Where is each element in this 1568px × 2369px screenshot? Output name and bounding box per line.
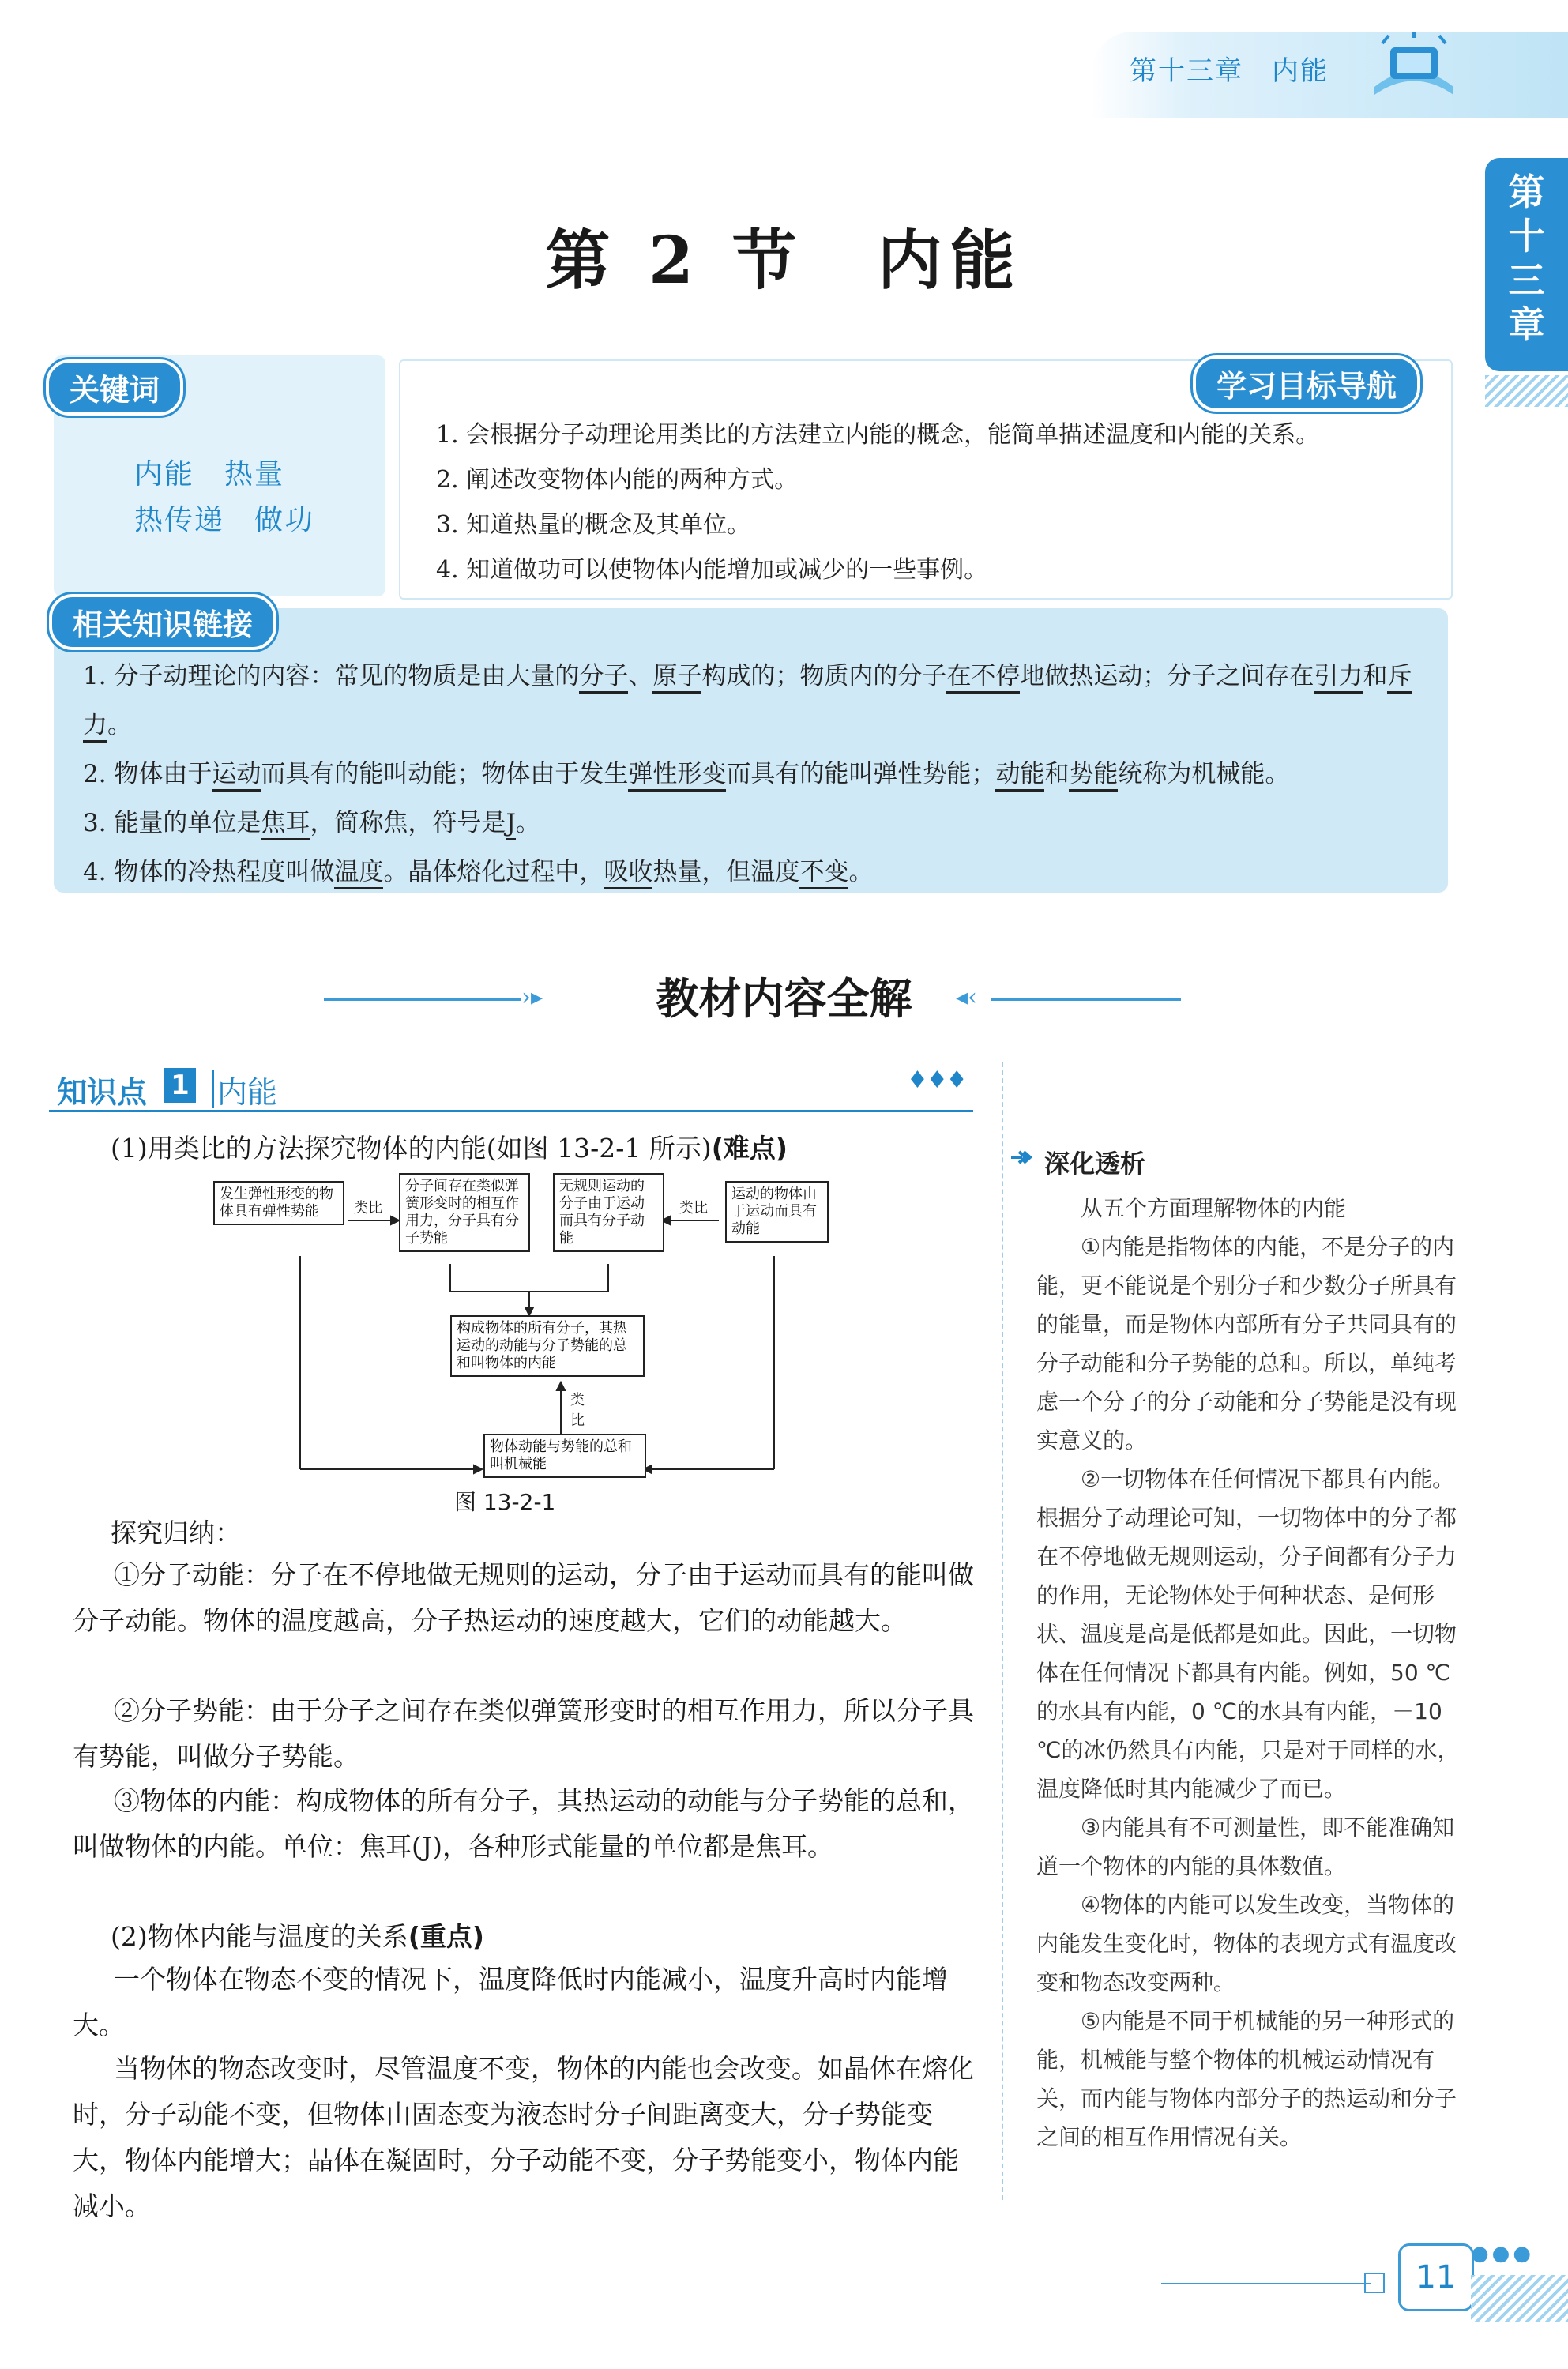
knowledge-point-label: 知识点 bbox=[57, 1075, 148, 1110]
diagram-box: 分子间存在类似弹簧形变时的相互作用力，分子具有分子势能 bbox=[399, 1173, 530, 1252]
goal-item: 4. 知道做功可以使物体内能增加或减少的一些事例。 bbox=[436, 556, 988, 584]
keyword-line: 热传递 做功 bbox=[134, 504, 315, 536]
text: 热量，但温度 bbox=[652, 858, 800, 886]
fill-answer: 吸收 bbox=[604, 858, 652, 889]
running-header-chapter: 第十三章 内能 bbox=[1130, 55, 1329, 87]
footer-rule bbox=[1161, 2283, 1371, 2284]
text: 2. 物体由于 bbox=[83, 760, 212, 788]
text: 。 bbox=[107, 711, 132, 739]
fill-answer: 分子 bbox=[579, 662, 628, 694]
text: 地做热运动；分子之间存在 bbox=[1020, 662, 1314, 690]
analogy-label: 类比 bbox=[570, 1392, 585, 1429]
text: 4. 物体的冷热程度叫做 bbox=[83, 858, 335, 886]
fill-answer: 温度 bbox=[334, 858, 383, 889]
sidebar-heading: 深化透析 bbox=[1044, 1149, 1146, 1179]
related-knowledge-label: 相关知识链接 bbox=[49, 594, 276, 650]
heading-rule-right bbox=[991, 998, 1181, 1001]
diagram-box: 物体动能与势能的总和叫机械能 bbox=[483, 1434, 646, 1478]
arrow-left-icon: ◂‹ bbox=[956, 983, 978, 1011]
fill-answer: 运动 bbox=[212, 760, 261, 792]
divider bbox=[212, 1070, 214, 1108]
arrow-right-icon: ›▸ bbox=[521, 983, 543, 1011]
sidebar-item: ⑤内能是不同于机械能的另一种形式的能，机械能与整个物体的机械运动情况有关，而内能与物体内部分子的热运动和分子之间的相互作用情况有关。 bbox=[1036, 2008, 1457, 2150]
text: 、 bbox=[628, 662, 653, 690]
related-item bbox=[83, 750, 1442, 799]
sidebar-item: ①内能是指物体的内能，不是分子的内能，更不能说是个别分子和少数分子所具有的能量，而是物体内部所有分子共同具有的分子动能和分子势能的总和。所以，单纯考虑一个分子的分子动能和分子势能是没有现实意义的。 bbox=[1036, 1234, 1457, 1453]
related-item bbox=[83, 799, 1442, 848]
sidebar-intro: 从五个方面理解物体的内能 bbox=[1081, 1195, 1347, 1221]
difficulty-tag: (难点) bbox=[711, 1133, 788, 1164]
text: 构成的；物质内的分子 bbox=[701, 662, 947, 690]
fill-answer: 在不停 bbox=[946, 662, 1020, 694]
text: ，简称焦，符号是 bbox=[310, 809, 506, 837]
diagram-box: 构成物体的所有分子，其热运动的动能与分子势能的总和叫物体的内能 bbox=[450, 1315, 645, 1377]
fill-answer: 引力 bbox=[1314, 662, 1363, 694]
analogy-diagram bbox=[213, 1173, 829, 1481]
fill-answer: 焦耳 bbox=[261, 809, 310, 840]
text: 1. 分子动理论的内容：常见的物质是由大量的 bbox=[83, 662, 580, 690]
text: 而具有的能叫弹性势能； bbox=[726, 760, 996, 788]
fill-answer: J bbox=[506, 809, 515, 840]
sidebar-item: ②一切物体在任何情况下都具有内能。根据分子动理论可知，一切物体中的分子都在不停地做无规则运动，分子间都有分子力的作用，无论物体处于何种状态、是何形状、温度是高是低都是如此。因此，一切物体在任何情况下都具有内能。例如，50 ℃的水具有内能，0 ℃的水具有内能，－10 ℃的冰仍然具有内能，只是对于同样的水，温度降低时其内能减少了而已。 bbox=[1036, 1466, 1460, 1802]
section-title: 第 2 节 内能 bbox=[545, 223, 1023, 299]
fill-answer: 原子 bbox=[652, 662, 701, 694]
goals-label: 学习目标导航 bbox=[1193, 355, 1420, 412]
analogy-label: 类比 bbox=[354, 1200, 382, 1216]
knowledge-point-number: 1 bbox=[164, 1068, 196, 1103]
summary-label: 探究归纳： bbox=[111, 1517, 241, 1548]
text: 3. 能量的单位是 bbox=[83, 809, 261, 837]
diagram-box: 运动的物体由于运动而具有动能 bbox=[725, 1181, 829, 1243]
paragraph-heading bbox=[111, 1126, 788, 1171]
keywords-label: 关键词 bbox=[46, 359, 183, 416]
keyword-line: 内能 热量 bbox=[134, 458, 285, 491]
related-knowledge-list bbox=[83, 652, 1442, 897]
paragraph: ③物体的内能：构成物体的所有分子，其热运动的动能与分子势能的总和，叫做物体的内能。单位：焦耳(J)，各种形式能量的单位都是焦耳。 bbox=[73, 1785, 974, 1862]
decorative-stripes bbox=[1485, 375, 1568, 407]
figure-caption: 图 13-2-1 bbox=[454, 1489, 556, 1515]
text: 。 bbox=[848, 858, 874, 886]
text: (2)物体内能与温度的关系 bbox=[111, 1921, 408, 1952]
footer-square-icon bbox=[1364, 2273, 1385, 2293]
knowledge-point-name: 内能 bbox=[217, 1075, 278, 1110]
text: 。晶体熔化过程中， bbox=[383, 858, 604, 886]
paragraph-heading bbox=[111, 1914, 484, 1960]
text: 和 bbox=[1363, 662, 1388, 690]
sidebar-item: ④物体的内能可以发生改变，当物体的内能发生变化时，物体的表现方式有温度改变和物态改变两种。 bbox=[1036, 1892, 1457, 1995]
text: 而具有的能叫动能；物体由于发生 bbox=[261, 760, 629, 788]
fill-answer: 弹性形变 bbox=[628, 760, 726, 792]
double-arrow-icon bbox=[1010, 1144, 1041, 1171]
fill-answer: 动能 bbox=[995, 760, 1044, 792]
goal-item: 3. 知道热量的概念及其单位。 bbox=[436, 511, 751, 539]
sidebar-content bbox=[1036, 1189, 1467, 2157]
page-number: 11 bbox=[1398, 2243, 1474, 2311]
related-item bbox=[83, 848, 1442, 897]
text: 和 bbox=[1044, 760, 1070, 788]
fill-answer: 斥力 bbox=[83, 662, 1412, 743]
difficulty-tag: (重点) bbox=[408, 1921, 484, 1952]
paragraph: ②分子势能：由于分子之间存在类似弹簧形变时的相互作用力，所以分子具有势能，叫做分子势能。 bbox=[73, 1695, 974, 1772]
diagram-box: 发生弹性形变的物体具有弹性势能 bbox=[213, 1181, 344, 1225]
fill-answer: 势能 bbox=[1069, 760, 1118, 792]
paragraph: 当物体的物态改变时，尽管温度不变，物体的内能也会改变。如晶体在熔化时，分子动能不变，但物体由固态变为液态时分子间距离变大，分子势能变大，物体内能增大；晶体在凝固时，分子动能不变，分子势能变小，物体内能减小。 bbox=[73, 2053, 974, 2221]
paragraph: 一个物体在物态不变的情况下，温度降低时内能减小，温度升高时内能增大。 bbox=[73, 1964, 948, 2040]
analogy-label: 类比 bbox=[679, 1200, 708, 1216]
books-icon bbox=[1367, 32, 1461, 103]
divider bbox=[49, 1110, 973, 1112]
decorative-stripes bbox=[1471, 2275, 1568, 2322]
text: (1)用类比的方法探究物体的内能(如图 13-2-1 所示) bbox=[111, 1133, 712, 1164]
text: 。 bbox=[515, 809, 540, 837]
column-divider bbox=[1002, 1062, 1003, 2200]
related-item bbox=[83, 652, 1442, 750]
keywords-list bbox=[134, 452, 314, 543]
difficulty-icon: ♦♦♦ bbox=[907, 1066, 966, 1094]
sidebar-item: ③内能具有不可测量性，即不能准确知道一个物体的内能的具体数值。 bbox=[1036, 1814, 1455, 1879]
diagram-box: 无规则运动的分子由于运动而具有分子动能 bbox=[553, 1173, 664, 1252]
text: 统称为机械能。 bbox=[1118, 760, 1290, 788]
paragraph: ①分子动能：分子在不停地做无规则的运动，分子由于运动而具有的能叫做分子动能。物体的温度越高，分子热运动的速度越大，它们的动能越大。 bbox=[73, 1559, 974, 1636]
goal-item: 1. 会根据分子动理论用类比的方法建立内能的概念，能简单描述温度和内能的关系。 bbox=[436, 421, 1320, 449]
footer-dots-icon: ●●● bbox=[1471, 2242, 1535, 2266]
goal-item: 2. 阐述改变物体内能的两种方式。 bbox=[436, 466, 799, 494]
goals-list bbox=[436, 412, 1319, 592]
chapter-side-tab-text: 第十三章 bbox=[1508, 171, 1545, 346]
middle-heading: 教材内容全解 bbox=[656, 974, 912, 1024]
fill-answer: 不变 bbox=[799, 858, 848, 889]
